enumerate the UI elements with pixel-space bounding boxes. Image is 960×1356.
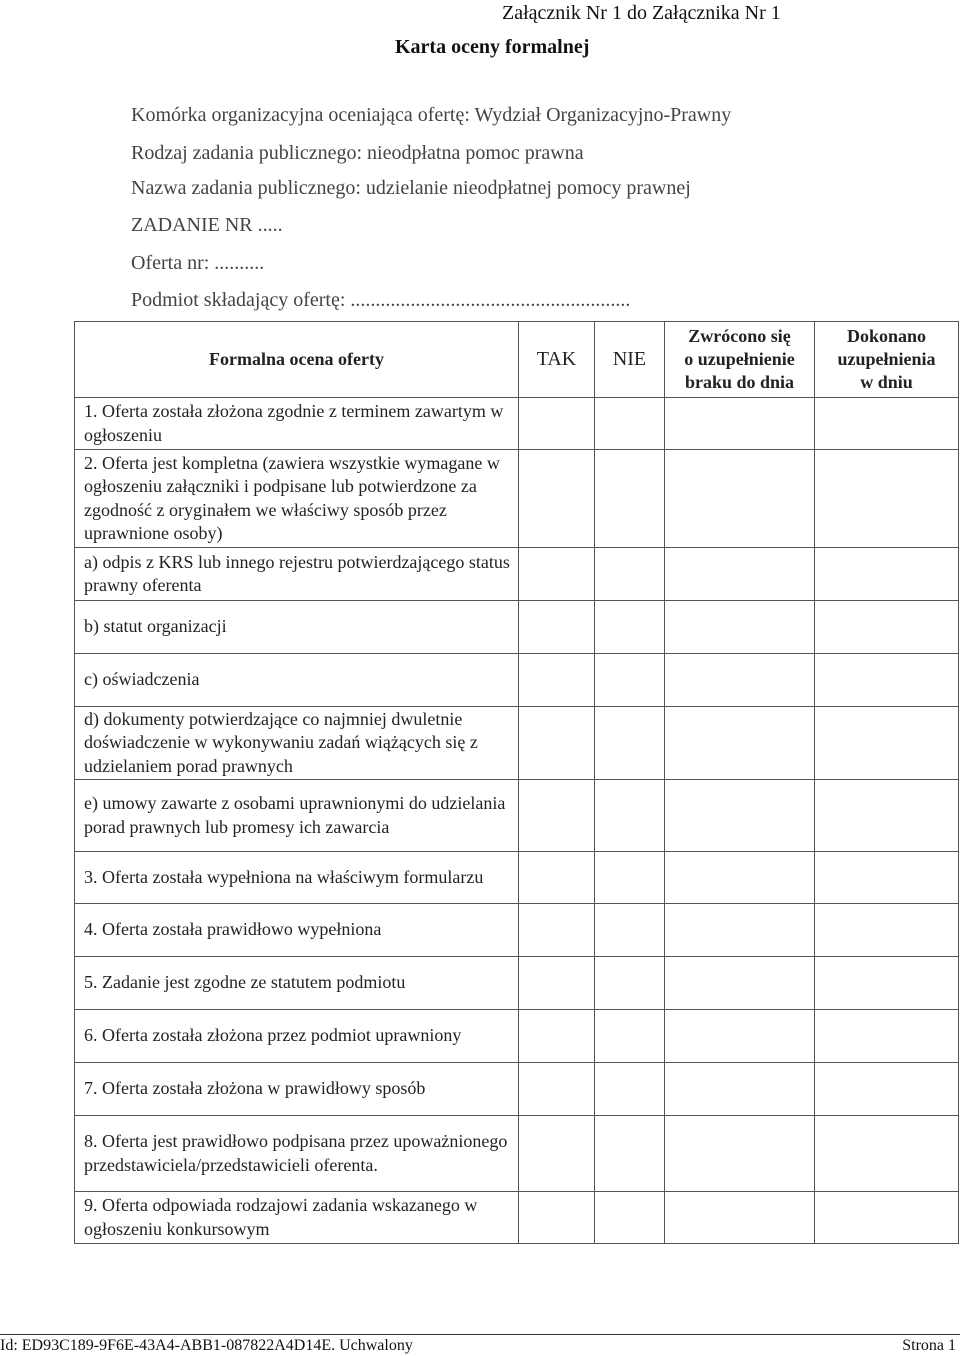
nie-cell <box>595 601 665 654</box>
completed-cell <box>815 601 959 654</box>
tak-cell <box>519 398 595 450</box>
returned-cell <box>665 707 815 780</box>
info-offer-number: Oferta nr: .......... <box>131 252 265 274</box>
completed-cell <box>815 707 959 780</box>
evaluation-table <box>74 321 959 1244</box>
returned-cell <box>665 601 815 654</box>
table-row <box>75 707 959 780</box>
header-formal-evaluation: Formalna ocena oferty <box>75 322 519 398</box>
header-returned-line: Zwrócono się <box>688 326 791 346</box>
tak-cell <box>519 780 595 852</box>
table-row <box>75 904 959 957</box>
nie-cell <box>595 1010 665 1063</box>
page-number: Strona 1 <box>902 1337 956 1354</box>
returned-cell <box>665 904 815 957</box>
table-header-row <box>75 322 959 398</box>
table-row <box>75 1116 959 1192</box>
completed-cell <box>815 904 959 957</box>
completed-cell <box>815 450 959 548</box>
header-completed-line: Dokonano <box>846 326 927 346</box>
nie-cell <box>595 904 665 957</box>
completed-cell <box>815 852 959 904</box>
criterion-cell: 6. Oferta została złożona przez podmiot uprawniony <box>75 1010 519 1063</box>
criterion-cell: 4. Oferta została prawidłowo wypełniona <box>75 904 519 957</box>
header-returned-line: braku do dnia <box>684 372 795 392</box>
header-returned-line: o uzupełnienie <box>684 349 795 369</box>
tak-cell <box>519 548 595 601</box>
header-returned-for-completion <box>665 322 815 398</box>
tak-cell <box>519 957 595 1010</box>
returned-cell <box>665 1116 815 1192</box>
returned-cell <box>665 450 815 548</box>
criterion-cell: 3. Oferta została wypełniona na właściwym formularzu <box>75 852 519 904</box>
tak-cell <box>519 1010 595 1063</box>
info-task-number: ZADANIE NR ..... <box>131 214 283 236</box>
tak-cell <box>519 1192 595 1244</box>
table-row <box>75 1063 959 1116</box>
completed-cell <box>815 957 959 1010</box>
completed-cell <box>815 548 959 601</box>
header-nie: NIE <box>595 322 665 398</box>
completed-cell <box>815 1116 959 1192</box>
nie-cell <box>595 450 665 548</box>
table-row <box>75 450 959 548</box>
attachment-label: Załącznik Nr 1 do Załącznika Nr 1 <box>502 2 781 24</box>
completed-cell <box>815 398 959 450</box>
header-completed-line: w dniu <box>860 372 913 392</box>
tak-cell <box>519 601 595 654</box>
criterion-cell: 5. Zadanie jest zgodne ze statutem podmiotu <box>75 957 519 1010</box>
completed-cell <box>815 1063 959 1116</box>
nie-cell <box>595 548 665 601</box>
nie-cell <box>595 780 665 852</box>
criterion-cell: c) oświadczenia <box>75 654 519 707</box>
returned-cell <box>665 852 815 904</box>
tak-cell <box>519 1116 595 1192</box>
criterion-cell: 1. Oferta została złożona zgodnie z terminem zawartym w ogłoszeniu <box>75 398 519 450</box>
criterion-cell: b) statut organizacji <box>75 601 519 654</box>
nie-cell <box>595 852 665 904</box>
criterion-cell: e) umowy zawarte z osobami uprawnionymi do udzielania porad prawnych lub promesy ich zawarcia <box>75 780 519 852</box>
page-footer <box>0 1334 960 1356</box>
nie-cell <box>595 957 665 1010</box>
table-row <box>75 398 959 450</box>
info-task-type: Rodzaj zadania publicznego: nieodpłatna pomoc prawna <box>131 142 584 164</box>
criterion-cell: 8. Oferta jest prawidłowo podpisana przez upoważnionego przedstawiciela/przedstawicieli oferenta. <box>75 1116 519 1192</box>
table-row <box>75 852 959 904</box>
criterion-cell: d) dokumenty potwierdzające co najmniej dwuletnie doświadczenie w wykonywaniu zadań wiążących się z udzielaniem porad prawnych <box>75 707 519 780</box>
table-row <box>75 957 959 1010</box>
criterion-cell: 7. Oferta została złożona w prawidłowy sposób <box>75 1063 519 1116</box>
returned-cell <box>665 780 815 852</box>
table-row <box>75 654 959 707</box>
header-completed-on <box>815 322 959 398</box>
returned-cell <box>665 1063 815 1116</box>
nie-cell <box>595 1063 665 1116</box>
tak-cell <box>519 654 595 707</box>
criterion-cell: 9. Oferta odpowiada rodzajowi zadania wskazanego w ogłoszeniu konkursowym <box>75 1192 519 1244</box>
tak-cell <box>519 707 595 780</box>
criterion-cell: a) odpis z KRS lub innego rejestru potwierdzającego status prawny oferenta <box>75 548 519 601</box>
info-applicant: Podmiot składający ofertę: ........................................................ <box>131 289 631 311</box>
nie-cell <box>595 707 665 780</box>
tak-cell <box>519 904 595 957</box>
nie-cell <box>595 1116 665 1192</box>
completed-cell <box>815 654 959 707</box>
returned-cell <box>665 1010 815 1063</box>
info-unit: Komórka organizacyjna oceniająca ofertę: Wydział Organizacyjno-Prawny <box>131 104 732 126</box>
table-row <box>75 1010 959 1063</box>
returned-cell <box>665 1192 815 1244</box>
table-row <box>75 548 959 601</box>
completed-cell <box>815 1192 959 1244</box>
document-id: Id: ED93C189-9F6E-43A4-ABB1-087822A4D14E. Uchwalony <box>0 1337 413 1354</box>
header-completed-line: uzupełnienia <box>837 349 936 369</box>
completed-cell <box>815 1010 959 1063</box>
document-title: Karta oceny formalnej <box>395 36 590 58</box>
returned-cell <box>665 548 815 601</box>
returned-cell <box>665 398 815 450</box>
tak-cell <box>519 1063 595 1116</box>
completed-cell <box>815 780 959 852</box>
table-row <box>75 601 959 654</box>
tak-cell <box>519 450 595 548</box>
returned-cell <box>665 957 815 1010</box>
tak-cell <box>519 852 595 904</box>
nie-cell <box>595 1192 665 1244</box>
info-task-name: Nazwa zadania publicznego: udzielanie nieodpłatnej pomocy prawnej <box>131 177 691 199</box>
table-row <box>75 1192 959 1244</box>
criterion-cell: 2. Oferta jest kompletna (zawiera wszystkie wymagane w ogłoszeniu załączniki i podpisane lub potwierdzone za zgodność z oryginałem we właściwy sposób przez uprawnione osoby) <box>75 450 519 548</box>
returned-cell <box>665 654 815 707</box>
nie-cell <box>595 654 665 707</box>
header-tak: TAK <box>519 322 595 398</box>
table-row <box>75 780 959 852</box>
nie-cell <box>595 398 665 450</box>
